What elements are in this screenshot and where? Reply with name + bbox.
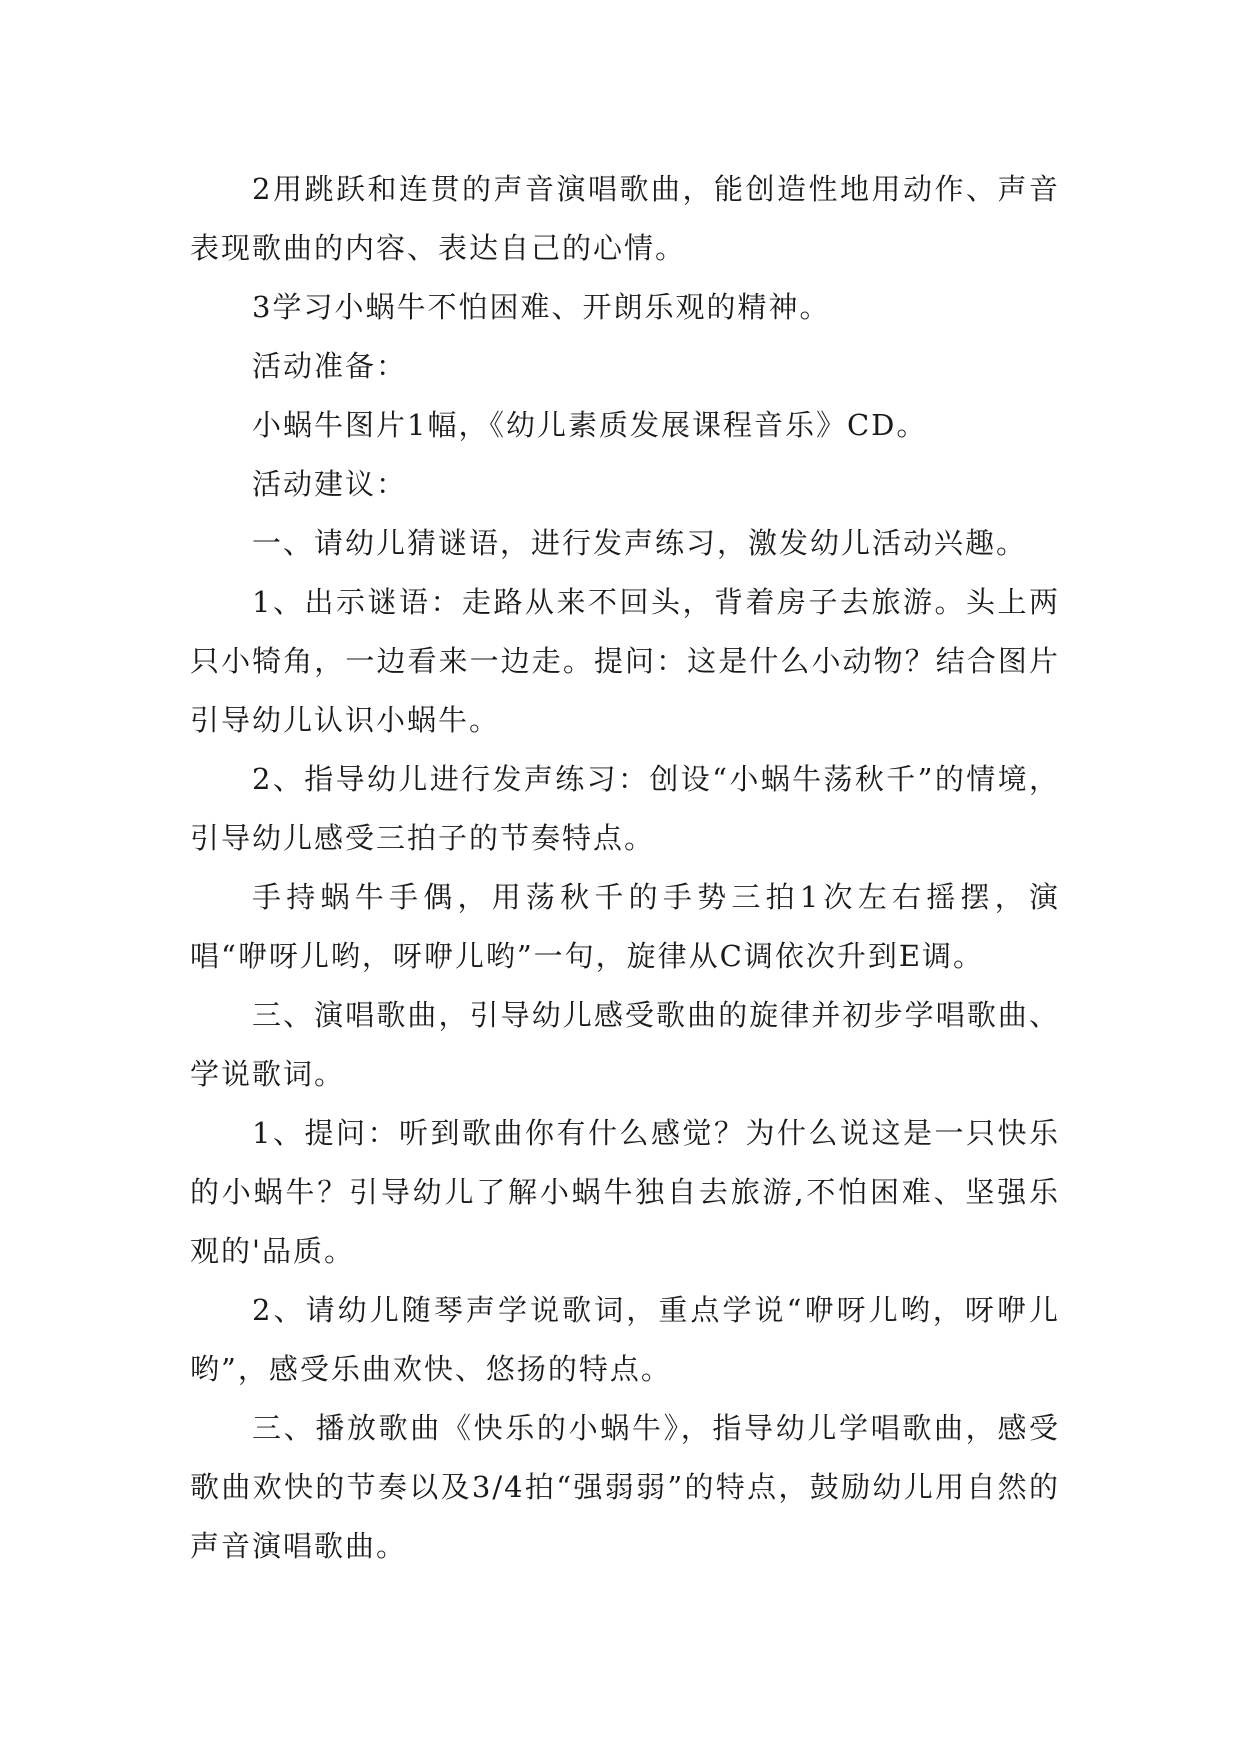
paragraph-step-3a-1: 1、提问：听到歌曲你有什么感觉？为什么说这是一只快乐的小蜗牛？引导幼儿了解小蜗牛独自去旅游,不怕困难、坚强乐观的'品质。 <box>190 1116 1060 1268</box>
paragraph-goal-3: 3学习小蜗牛不怕困难、开朗乐观的精神。 <box>252 290 831 324</box>
paragraph-step-1-1: 1、出示谜语：走路从来不回头，背着房子去旅游。头上两只小犄角，一边看来一边走。提问：这是什么小动物？结合图片引导幼儿认识小蜗牛。 <box>190 585 1060 737</box>
paragraph-step-3a-2: 2、请幼儿随琴声学说歌词，重点学说“咿呀儿哟，呀咿儿哟”，感受乐曲欢快、悠扬的特点。 <box>190 1293 1060 1386</box>
heading-preparation: 活动准备： <box>252 349 408 383</box>
document-body <box>190 160 1060 1576</box>
heading-suggestions: 活动建议： <box>252 467 408 501</box>
paragraph-step-1: 一、请幼儿猜谜语，进行发声练习，激发幼儿活动兴趣。 <box>252 526 1028 560</box>
paragraph-materials: 小蜗牛图片1幅，《幼儿素质发展课程音乐》CD。 <box>252 408 928 442</box>
paragraph-step-3a: 三、演唱歌曲，引导幼儿感受歌曲的旋律并初步学唱歌曲、学说歌词。 <box>190 998 1060 1091</box>
paragraph-goal-2: 2用跳跃和连贯的声音演唱歌曲，能创造性地用动作、声音表现歌曲的内容、表达自己的心情。 <box>190 172 1060 265</box>
paragraph-step-3b: 三、播放歌曲《快乐的小蜗牛》，指导幼儿学唱歌曲，感受歌曲欢快的节奏以及3/4拍“强弱弱”的特点，鼓励幼儿用自然的声音演唱歌曲。 <box>190 1411 1060 1563</box>
paragraph-step-1-detail: 手持蜗牛手偶，用荡秋千的手势三拍1次左右摇摆，演唱“咿呀儿哟，呀咿儿哟”一句，旋律从C调依次升到E调。 <box>190 880 1060 973</box>
paragraph-step-1-2: 2、指导幼儿进行发声练习：创设“小蜗牛荡秋千”的情境，引导幼儿感受三拍子的节奏特点。 <box>190 762 1060 855</box>
